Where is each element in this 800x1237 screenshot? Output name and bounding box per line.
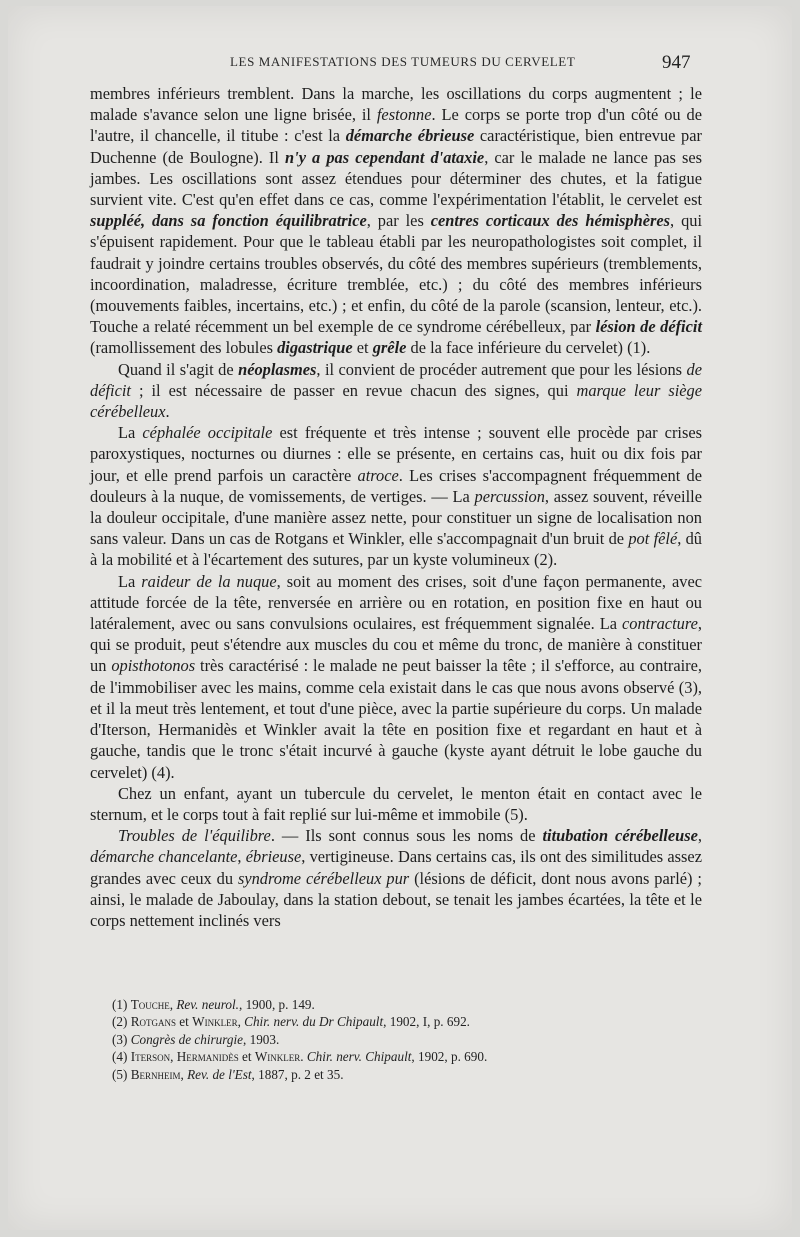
paragraph-text-run: (lésions de déficit, dont nous avons parlé) ; ainsi, le malade de Jaboulay, dans la station debout, se tenait les jambes écartées, la tête et le corps nettement inclinés vers: [90, 868, 702, 930]
paragraph-text-run: grêle: [372, 338, 407, 358]
footnote-text-run: Winkler: [254, 1049, 301, 1065]
footnote-text-run: et: [176, 1014, 193, 1030]
paragraph-text-run: atroce: [357, 465, 399, 485]
paragraph-text-run: de la face inférieure du cervelet) (1).: [406, 338, 651, 358]
paragraph-text-run: , car le malade ne lance pas ses jambes. Les oscillations sont assez étendues pour déterminer des chutes, et la fatigue survient vite. C'est qu'en effet dans ce cas, comme l'expérimentation l'établit, le cervelet est: [90, 147, 702, 210]
paragraph-text-run: très caractérisé : le malade ne peut baisser la tête ; il s'efforce, au contraire, de l'immobiliser avec les mains, comme cela existait dans le cas que nous avons observé (3), et il la meut très lentement, et tout d'une pièce, avec la partie supérieure du corps. Un malade d'Iterson, Hermanidès et Winkler avait la tête en position fixe et regardant en haut et à gauche, tandis que le tronc s'était incurvé à gauche (kyste ayant détruit le lobe gauche du cervelet) (4).: [90, 656, 702, 782]
footnote-text-run: (5): [112, 1066, 131, 1082]
footnote-text-run: Chir. nerv. Chipault: [306, 1049, 412, 1065]
paragraph-text-run: (ramollissement des lobules: [90, 338, 278, 358]
footnote-text-run: Hermanidès: [176, 1049, 239, 1065]
paragraph-text-run: ,: [697, 826, 702, 846]
footnote-5: [112, 1066, 672, 1083]
footnote-text-run: ,: [237, 1014, 245, 1030]
footnote-text-run: (3): [112, 1031, 131, 1047]
paragraph-text-run: et: [352, 338, 373, 358]
footnote-text-run: et: [238, 1049, 255, 1065]
paragraph-text-run: membres inférieurs tremblent. Dans la marche, les oscillations du corps augmentent ; le malade s'avance selon une ligne brisée, il: [90, 84, 702, 125]
paragraph-text-run: marque leur siège cérébelleux: [90, 380, 702, 422]
paragraph-text-run: La: [118, 571, 142, 591]
footnote-text-run: ,: [169, 997, 177, 1012]
paragraph-text-run: n'y a pas cependant d'ataxie: [285, 147, 485, 167]
paragraph-text-run: Quand il s'agit de: [118, 359, 239, 379]
paragraph-text-run: est fréquente et très intense ; souvent elle procède par crises paroxystiques, nocturnes ou diurnes : elle se présente, en certains cas, huit ou dix fois par jour, et elle prend parfois un caractère: [90, 423, 702, 485]
paragraph-text-run: , qui s'épuisent rapidement. Pour que le tableau établi par les neuropathologistes soit complet, il faudrait y joindre certains troubles observés, du côté des membres supérieurs (tremblements, incoordination, maladresse, écriture tremblée, etc.) ; du côté des membres inférieurs (mouvements faibles, incertains, etc.) ; et enfin, du côté de la parole (scansion, lenteur, etc.). Touche a relaté récemment un bel exemple de ce syndrome cérébelleux, par: [90, 211, 703, 337]
paragraph-text-run: .: [165, 402, 170, 422]
footnotes: [112, 996, 672, 1083]
footnote-text-run: , 1887, p. 2 et 35.: [251, 1066, 344, 1082]
paragraph-3: [90, 422, 702, 570]
paragraph-text-run: digastrique: [277, 338, 353, 358]
paragraph-text-run: néoplasmes: [238, 359, 317, 379]
paragraph-text-run: centres corticaux des hémisphères: [430, 211, 671, 231]
paragraph-text-run: démarche chancelante: [90, 847, 238, 867]
paragraph-text-run: percussion: [474, 486, 545, 506]
paragraph-text-run: Chez un enfant, ayant un tubercule du cervelet, le menton était en contact avec le sternum, et le corps tout à fait replié sur lui-même et immobile (5).: [90, 783, 702, 824]
paragraph-text-run: , dû à la mobilité et à l'écartement des sutures, par un kyste volumineux (2).: [90, 529, 702, 570]
paragraph-text-run: raideur de la nuque: [141, 571, 277, 591]
footnote-text-run: , 1902, I, p. 692.: [383, 1014, 470, 1030]
paragraph-text-run: festonne: [376, 105, 432, 125]
paragraph-text-run: La: [118, 423, 143, 443]
paragraph-text-run: , il convient de procéder autrement que pour les lésions: [316, 359, 687, 379]
paragraph-text-run: , assez souvent, réveille la douleur occipitale, d'une manière assez nette, pour constituer un signe de localisation non sans valeur. Dans un cas de Rotgans et Winkler, elle s'accompagnait d'un bruit de: [90, 486, 702, 549]
paragraph-2: [90, 359, 702, 423]
paragraph-1: [90, 83, 702, 359]
paragraph-text-run: ,: [237, 847, 246, 867]
paragraph-text-run: caractéristique, bien entrevue par Duchenne (de Boulogne). Il: [90, 126, 702, 167]
paragraph-6: [90, 825, 702, 931]
footnote-text-run: Iterson: [130, 1049, 171, 1065]
paragraph-text-run: , vertigineuse. Dans certains cas, ils ont des similitudes assez grandes avec ceux du: [90, 847, 702, 888]
footnote-text-run: , 1900, p. 149.: [238, 997, 315, 1012]
footnote-text-run: Chir. nerv. du Dr Chipault: [244, 1014, 384, 1030]
paragraph-text-run: . — Ils sont connus sous les noms de: [270, 826, 543, 846]
paragraph-text-run: lésion de déficit: [595, 317, 702, 337]
paragraph-text-run: contracture: [622, 614, 698, 634]
paragraph-text-run: démarche ébrieuse: [345, 126, 475, 146]
footnote-4: [112, 1048, 672, 1065]
footnote-text-run: Rev. de l'Est: [187, 1066, 252, 1082]
paragraph-text-run: céphalée occipitale: [142, 423, 273, 443]
footnote-text-run: Rev. neurol.: [176, 997, 239, 1012]
running-title: LES MANIFESTATIONS DES TUMEURS DU CERVELET: [230, 54, 576, 69]
paragraph-text-run: . Les crises s'accompagnent fréquemment de douleurs à la nuque, de vomissements, de vertiges. — La: [90, 465, 702, 506]
paragraph-text-run: opisthotonos: [111, 656, 196, 676]
paragraph-text-run: titubation cérébelleuse: [542, 826, 698, 846]
footnote-text-run: (1): [112, 997, 131, 1012]
footnote-text-run: Bernheim: [130, 1066, 181, 1082]
footnote-2: [112, 1013, 672, 1030]
paragraph-4: [90, 571, 702, 783]
footnote-text-run: Congrès de chirurgie: [130, 1031, 244, 1047]
paragraph-text-run: Troubles de l'équilibre: [118, 826, 271, 846]
paragraph-text-run: ; il est nécessaire de passer en revue chacun des signes, qui: [130, 380, 577, 400]
footnote-text-run: (4): [112, 1049, 131, 1065]
footnote-text-run: , 1902, p. 690.: [411, 1049, 488, 1065]
paragraph-text-run: syndrome cérébelleux pur: [237, 868, 410, 888]
footnote-text-run: .: [300, 1049, 307, 1065]
paragraph-text-run: , par les: [366, 211, 431, 231]
paragraph-text-run: , soit au moment des crises, soit d'une façon permanente, avec attitude forcée de la tête, renversée en arrière ou en rotation, en position fixe en haut ou latéralement, avec ou sans convulsions oculaires, est fréquemment signalée. La: [90, 571, 702, 634]
page-header: [8, 52, 792, 76]
paragraph-text-run: suppléé, dans sa fonction équilibratrice: [90, 211, 367, 231]
footnote-text-run: Rotgans: [130, 1014, 176, 1030]
footnote-text-run: (2): [112, 1014, 131, 1030]
book-page: [8, 6, 792, 1230]
footnote-text-run: , 1903.: [243, 1031, 280, 1047]
footnote-3: [112, 1031, 672, 1048]
paragraph-text-run: de déficit: [90, 359, 702, 400]
page-number: 947: [662, 52, 691, 73]
paragraph-text-run: . Le corps se porte trop d'un côté ou de l'autre, il chancelle, il titube : c'est la: [90, 105, 702, 146]
paragraph-text-run: , qui se produit, peut s'étendre aux muscles du cou et même du tronc, de manière à constituer un: [90, 614, 702, 676]
footnote-text-run: Touche: [130, 997, 170, 1012]
footnote-1: [112, 996, 672, 1013]
footnote-text-run: ,: [170, 1049, 177, 1065]
footnote-text-run: ,: [180, 1066, 188, 1082]
paragraph-5: [90, 783, 702, 825]
body-text: [90, 83, 702, 931]
paragraph-text-run: ébrieuse: [245, 847, 302, 867]
paragraph-text-run: pot fêlé: [628, 529, 678, 549]
footnote-text-run: Winkler: [192, 1014, 238, 1030]
